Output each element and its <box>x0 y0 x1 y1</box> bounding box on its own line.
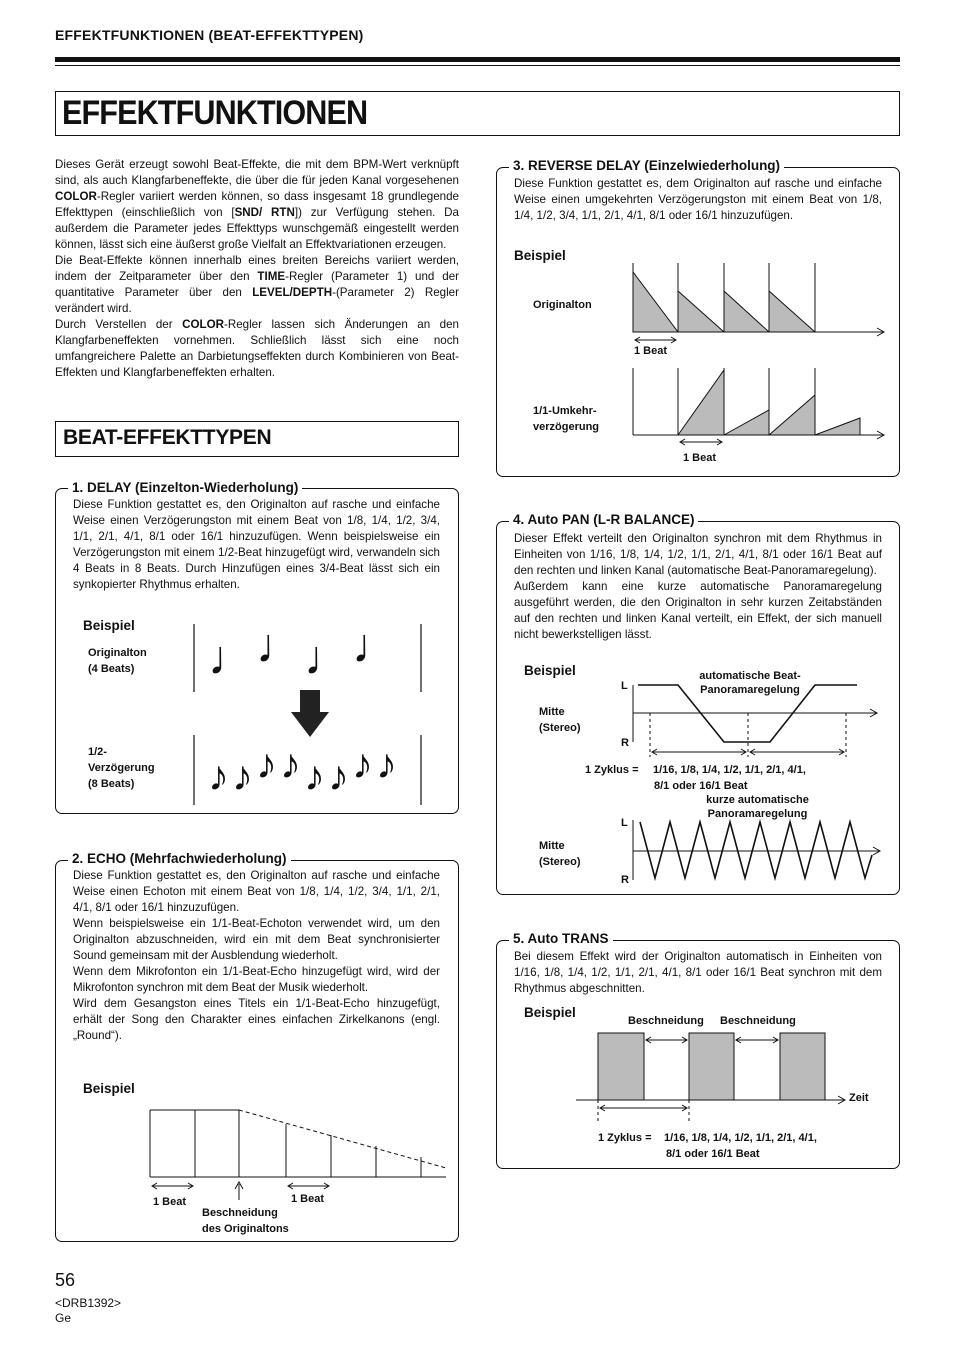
eighth-note-2: ♪ <box>232 752 253 799</box>
pan-zyklus-label: 1 Zyklus = <box>585 764 639 776</box>
reverse-title: 3. REVERSE DELAY (Einzelwiederholung) <box>509 158 784 174</box>
quarter-note-2: ♩ <box>256 620 304 673</box>
delay-label-original: Originalton (4 Beats) <box>88 647 147 675</box>
page-number: 56 <box>55 1270 76 1290</box>
reverse-beispiel: Beispiel <box>514 248 566 263</box>
trans-zyklus-value: 1/16, 1/8, 1/4, 1/2, 1/1, 2/1, 4/1, 8/1 oder 16/1 Beat <box>664 1132 817 1160</box>
intro-paragraph-3: Durch Verstellen der COLOR-Regler lassen sich Änderungen an den Klangfarbeneffekten vornehmen. Schließlich lässt sich eine noch umfangreichere Palette an Darbietungseffekten durch Kombinieren von Beat-Effekten und Klangfarbeneffekten erhalten. <box>55 318 460 379</box>
echo-beat-1: 1 Beat <box>153 1196 187 1208</box>
intro-paragraph-1: Dieses Gerät erzeugt sowohl Beat-Effekte, die mit dem BPM-Wert verknüpft sind, als auch Klangfarbeneffekte, die über die für jeden Kanal vorgesehenen COLOR-Regler variiert werden können, so dass insgesamt 18 grundlegende Effekttypen (einschließlich von [SND/ RTN]) zur Verfügung stehen. Da außerdem die Parameter jedes Effekttyps wunschgemäß eingestellt werden können, lässt sich eine äußerst große Vielfalt an Effektvariationen erzeugen. <box>55 158 459 251</box>
trans-cut-1: Beschneidung <box>628 1015 704 1027</box>
eighth-note-5: ♪ <box>304 752 325 799</box>
reverse-orig-label: Originalton <box>533 299 592 311</box>
pan-mitte-1: Mitte (Stereo) <box>539 706 581 734</box>
trans-text: Bei diesem Effekt wird der Originalton automatisch in Einheiten von 1/16, 1/8, 1/4, 1/2, 1/1, 2/1, 4/1, 8/1 oder 16/1 Beat synchron mit dem Rhythmus abgeschnitten. <box>514 950 882 995</box>
delay-label-delay: 1/2- Verzögerung (8 Beats) <box>88 746 155 790</box>
pan-R-2: R <box>621 874 629 886</box>
pan-mitte-2: Mitte (Stereo) <box>539 840 581 868</box>
footer-code: <DRB1392> Ge <box>55 1296 122 1325</box>
trans-title: 5. Auto TRANS <box>509 931 613 947</box>
quarter-note-4: ♩ <box>352 620 400 673</box>
pan-L-2: L <box>621 817 628 829</box>
delay-text: Diese Funktion gestattet es, den Originalton auf rasche und einfache Weise einen Verzögerungston mit einem Beat von 1/8, 1/4, 1/2, 3/4, 1/1, 2/1, 4/1, 8/1 oder 16/1 hinzuzufügen. Wenn beispielsweise ein Verzögerungston mit einem 1/2-Beat hinzugefügt wird, verwandeln sich 4 Beats in 8 Beats. Durch Hinzufügen eines 3/4-Beat lässt sich ein synkopierter Rhythmus erhalten. <box>73 498 440 591</box>
reverse-text: Diese Funktion gestattet es, dem Originalton auf rasche und einfache Weise einen umgekehrten Verzögerungston mit einem Beat von 1/8, 1/4, 1/2, 3/4, 1/1, 2/1, 4/1, 8/1 oder 16/1 hinzuzufügen. <box>514 177 882 222</box>
trans-cut-2: Beschneidung <box>720 1015 796 1027</box>
reverse-beat-2: 1 Beat <box>683 452 717 464</box>
quarter-note-3: ♩ <box>304 632 352 685</box>
trans-beispiel: Beispiel <box>524 1005 576 1020</box>
pan-auto-label: automatische Beat- Panoramaregelung <box>699 670 801 696</box>
pan-zyklus-value: 1/16, 1/8, 1/4, 1/2, 1/1, 2/1, 4/1, 8/1 oder 16/1 Beat <box>653 764 806 792</box>
echo-title: 2. ECHO (Mehrfachwiederholung) <box>68 851 291 867</box>
pan-text: Dieser Effekt verteilt den Originalton synchron mit dem Rhythmus in Einheiten von 1/16, 1/8, 1/4, 1/2, 1/1, 2/1, 4/1, 8/1 oder 16/1 Beat auf den rechten und linken Kanal (automatische Beat-Panoramaregelung). Außerdem kann eine kurze automatische Panoramaregelung ausgeführt werden, die den Originalton in sehr kurzen Zeitabständen auf den rechten und linken Kanal verteilt, ein Effekt, der sich manuell nicht bewerkstelligen lässt. <box>514 532 882 641</box>
quarter-note-1: ♩ <box>208 632 256 685</box>
echo-cut-label: Beschneidung des Originaltons <box>202 1207 289 1235</box>
delay-title: 1. DELAY (Einzelton-Wiederholung) <box>68 480 302 496</box>
eighth-note-8: ♪ <box>376 740 397 787</box>
echo-beat-2: 1 Beat <box>291 1193 325 1205</box>
intro-paragraph-2: Die Beat-Effekte können innerhalb eines breiten Bereichs variiert werden, indem der Zeitparameter über den TIME-Regler (Parameter 1) und der quantitative Parameter über den LEVEL/DEPTH-(Parameter 2) Regler verändert wird. <box>55 254 459 315</box>
eighth-note-7: ♪ <box>352 740 373 787</box>
section-title: BEAT-EFFEKTTYPEN <box>63 426 272 449</box>
trans-zyklus-label: 1 Zyklus = <box>598 1132 652 1144</box>
echo-beispiel: Beispiel <box>83 1081 135 1096</box>
delay-beispiel: Beispiel <box>83 618 135 633</box>
echo-text: Diese Funktion gestattet es, den Originalton auf rasche und einfache Weise einen Echoton mit einem Beat von 1/8, 1/4, 1/2, 3/4, 1/1, 2/1, 4/1, 8/1 oder 16/1 hinzuzufügen. Wenn beispielsweise ein 1/1-Beat-Echoton verwendet wird, um den Originalton abzuschneiden, wird ein mit dem Beat synchronisierter Sound gemeinsam mit der Ausblendung wiederholt. Wenn dem Mikrofonton ein 1/1-Beat-Echo hinzugefügt wird, wird der Mikrofonton synchron mit dem Beat der Musik wiederholt. Wird dem Gesangston eines Titels ein 1/1-Beat-Echo hinzugefügt, erhält der Song den Charakter eines einfachen Zirkelkanons (engl. „Round“). <box>73 869 440 1042</box>
eighth-note-6: ♪ <box>328 752 349 799</box>
page-title: EFFEKTFUNKTIONEN <box>62 94 368 132</box>
pan-L-1: L <box>621 680 628 692</box>
trans-zeit: Zeit <box>849 1092 869 1104</box>
eighth-note-4: ♪ <box>280 740 301 787</box>
eighth-note-1: ♪ <box>208 752 229 799</box>
pan-title: 4. Auto PAN (L-R BALANCE) <box>509 512 698 528</box>
pan-kurz-label: kurze automatische Panoramaregelung <box>706 794 809 820</box>
running-header: EFFEKTFUNKTIONEN (BEAT-EFFEKTTYPEN) <box>55 27 364 43</box>
reverse-beat-1: 1 Beat <box>634 345 668 357</box>
reverse-rev-label: 1/1-Umkehr- verzögerung <box>533 405 600 433</box>
pan-R-1: R <box>621 737 629 749</box>
pan-beispiel: Beispiel <box>524 663 576 678</box>
eighth-note-3: ♪ <box>256 740 277 787</box>
